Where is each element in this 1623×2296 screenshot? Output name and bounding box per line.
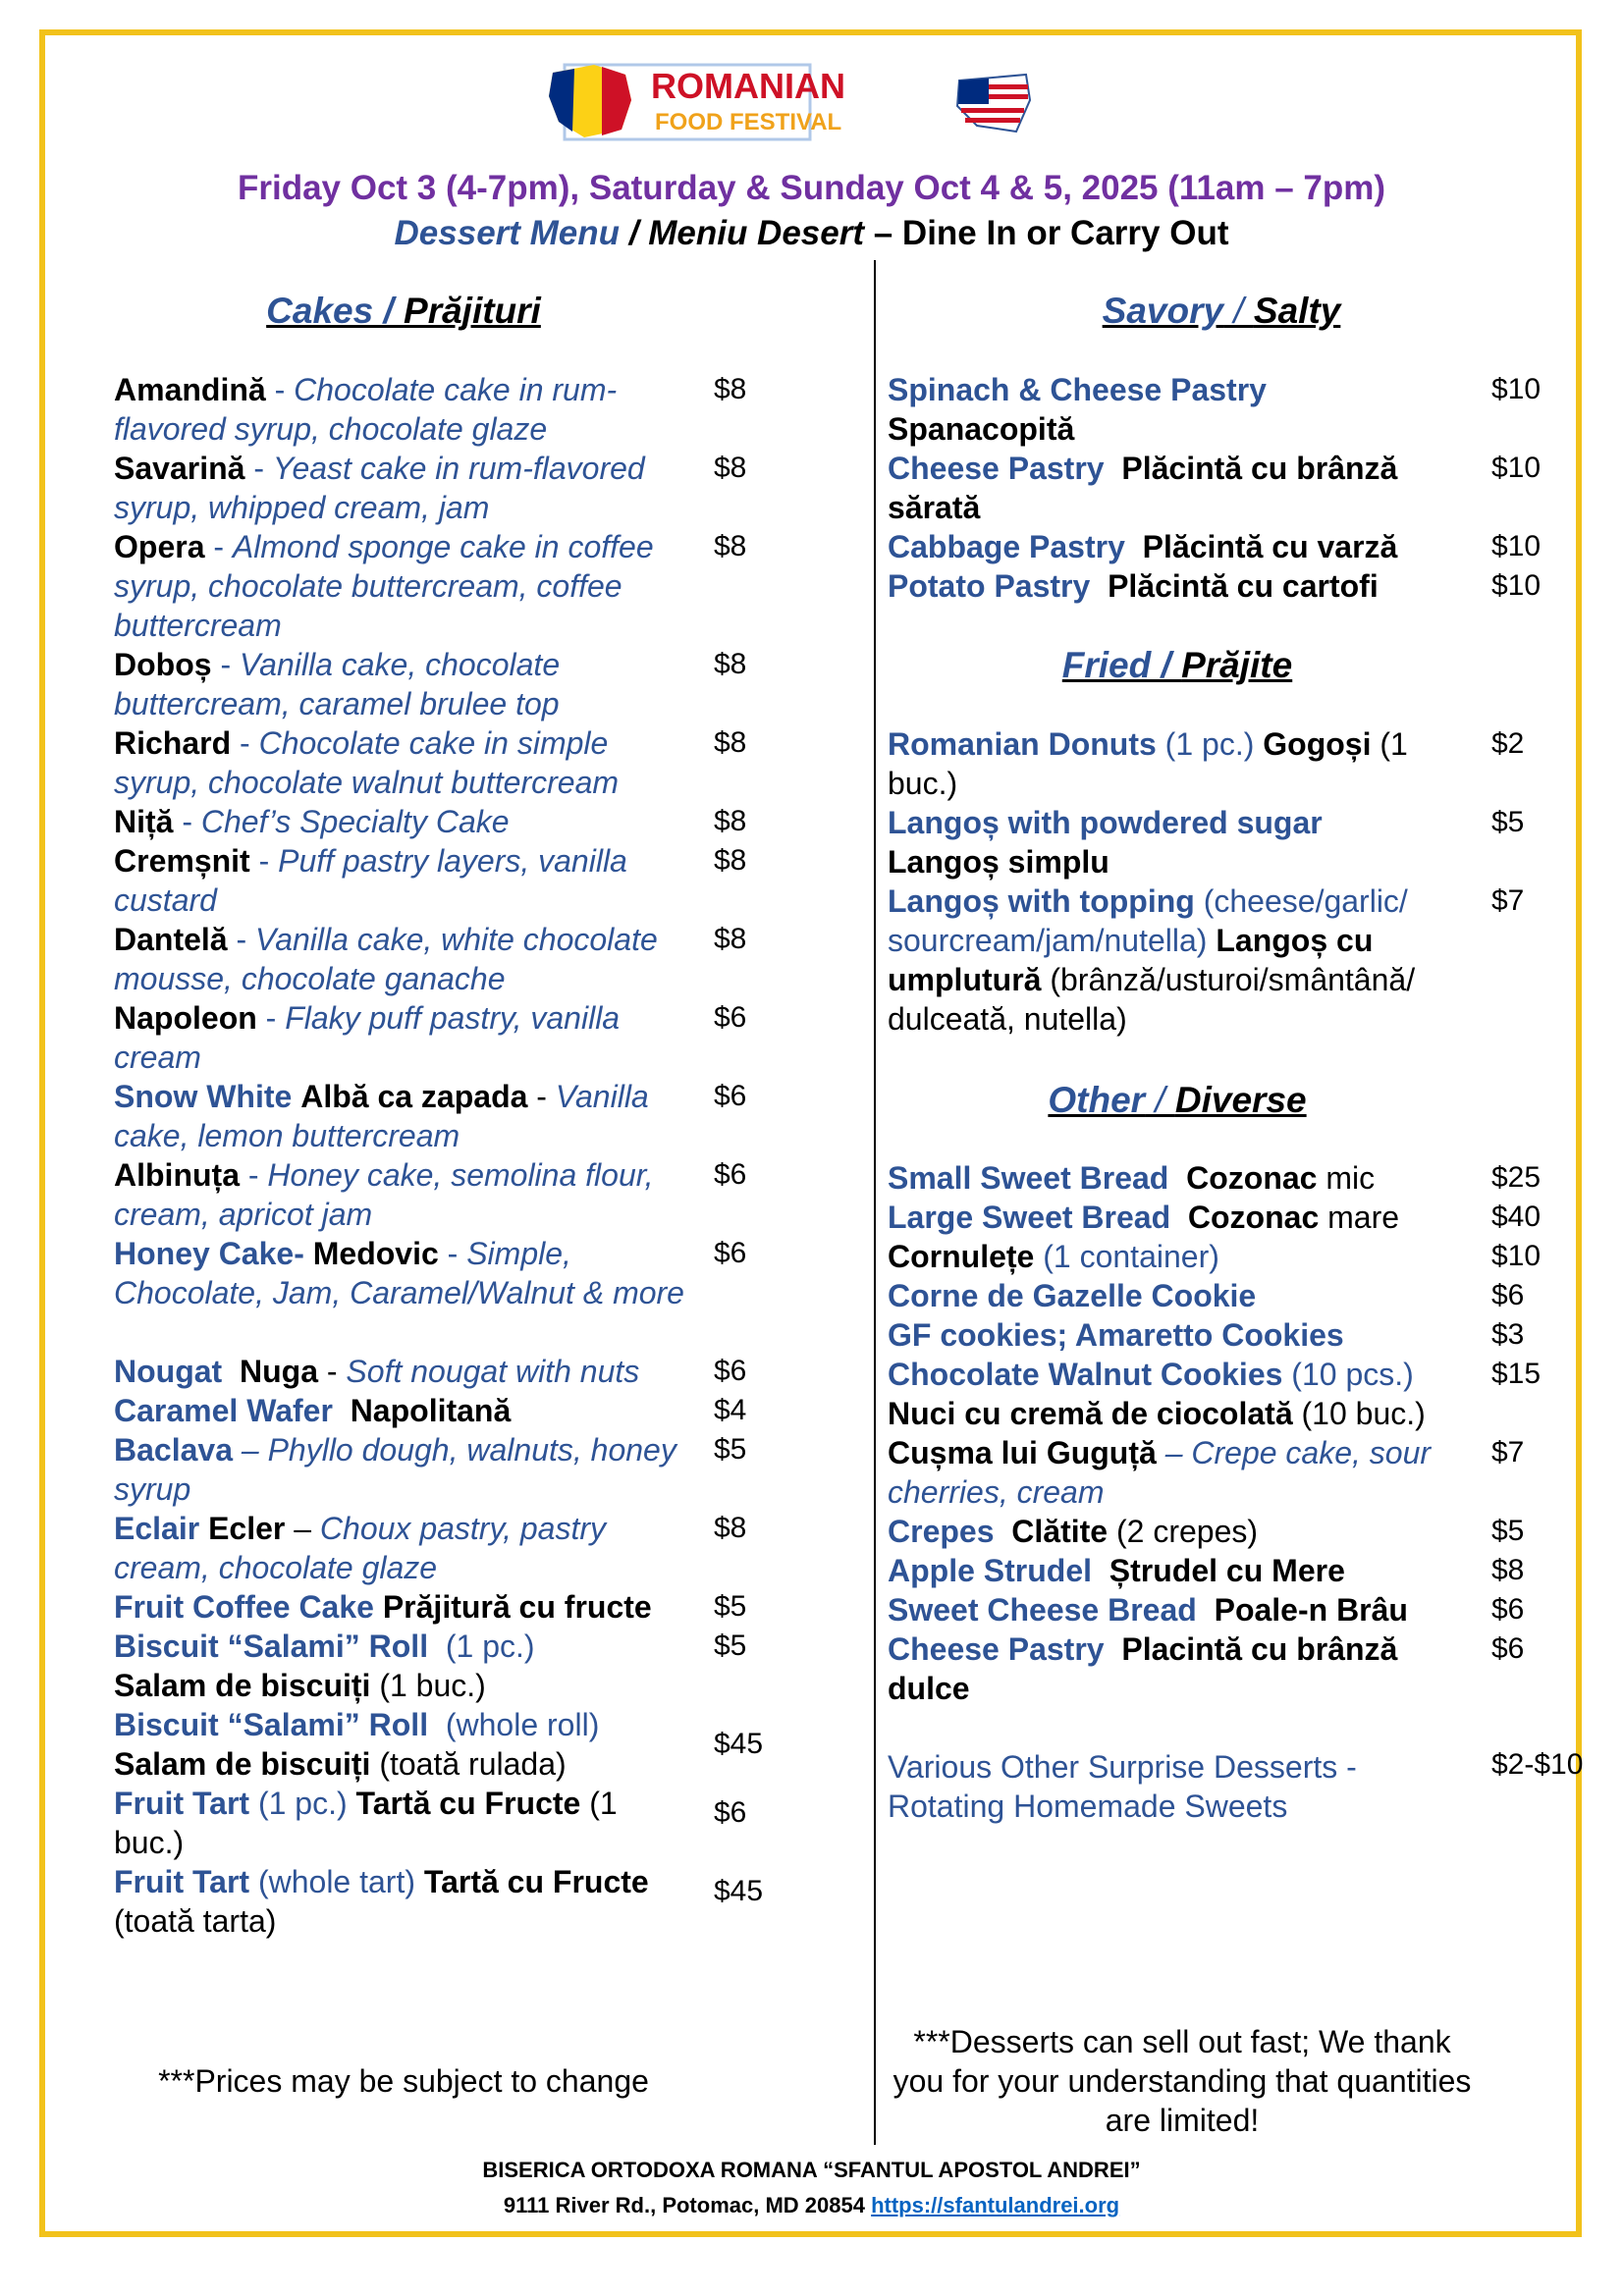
item-price: $40 — [1491, 1201, 1542, 1233]
item-price: $8 — [714, 1512, 747, 1544]
item-price: $6 — [714, 1355, 747, 1387]
item-price: $6 — [714, 1796, 747, 1829]
item-price: $8 — [714, 726, 747, 759]
item-price: $7 — [1491, 884, 1525, 917]
item-price: $10 — [1491, 1240, 1542, 1272]
item-price: $8 — [714, 805, 747, 837]
item-price: $15 — [1491, 1358, 1542, 1390]
item-price: $45 — [714, 1728, 764, 1760]
item-price: $3 — [1491, 1318, 1525, 1351]
footer-address: 9111 River Rd., Potomac, MD 20854 https://sfantulandrei.org — [503, 2193, 1120, 2217]
footer-church: BISERICA ORTODOXA ROMANA “SFANTUL APOSTOL ANDREI” — [482, 2158, 1141, 2182]
item-price: $8 — [714, 844, 747, 877]
festival-dates: Friday Oct 3 (4-7pm), Saturday & Sunday Oct 4 & 5, 2025 (11am – 7pm) — [237, 169, 1386, 207]
item-price: $5 — [1491, 1515, 1525, 1547]
item-price: $6 — [714, 1001, 747, 1034]
logo-word-romanian: ROMANIAN — [651, 66, 845, 106]
item-price: $8 — [714, 648, 747, 680]
section-savory-heading: Savory / Salty — [1102, 291, 1341, 331]
item-price: $10 — [1491, 452, 1542, 484]
usa-map-icon — [957, 75, 1030, 132]
item-price: $8 — [714, 923, 747, 955]
item-price: $6 — [714, 1158, 747, 1191]
festival-logo — [545, 61, 1031, 144]
menu-subtitle: Dessert Menu / Meniu Desert – Dine In or Carry Out — [394, 214, 1229, 252]
item-price: $2 — [1491, 727, 1525, 760]
item-price: $8 — [714, 373, 747, 405]
section-other-heading: Other / Diverse — [1048, 1080, 1307, 1120]
prices-note: ***Prices may be subject to change — [158, 2063, 649, 2099]
section-fried-heading: Fried / Prăjite — [1061, 645, 1293, 685]
item-price: $6 — [714, 1080, 747, 1112]
item-price: $4 — [714, 1394, 747, 1426]
item-price: $8 — [714, 452, 747, 484]
website-link[interactable]: https://sfantulandrei.org — [871, 2193, 1120, 2217]
romania-map-icon — [549, 65, 631, 137]
item-price: $5 — [714, 1590, 747, 1623]
item-price: $6 — [714, 1237, 747, 1269]
item-price: $2-$10 — [1491, 1748, 1584, 1781]
item-price: $10 — [1491, 530, 1542, 562]
item-price: $6 — [1491, 1632, 1525, 1665]
item-price: $8 — [714, 530, 747, 562]
item-price: $45 — [714, 1875, 764, 1907]
item-price: $6 — [1491, 1593, 1525, 1626]
item-price: $5 — [714, 1629, 747, 1662]
item-price: $8 — [1491, 1554, 1525, 1586]
item-price: $25 — [1491, 1161, 1542, 1194]
item-price: $5 — [714, 1433, 747, 1466]
item-price: $7 — [1491, 1436, 1525, 1468]
sellout-note: ***Desserts can sell out fast; We thank you for your understanding that quantities are limited! — [893, 2024, 1472, 2138]
column-divider — [874, 260, 876, 2145]
item-price: $10 — [1491, 569, 1542, 602]
section-cakes-heading: Cakes / Prăjituri — [266, 291, 541, 331]
item-price: $5 — [1491, 806, 1525, 838]
logo-word-festival: FOOD FESTIVAL — [655, 109, 842, 135]
item-price: $6 — [1491, 1279, 1525, 1311]
item-price: $10 — [1491, 373, 1542, 405]
